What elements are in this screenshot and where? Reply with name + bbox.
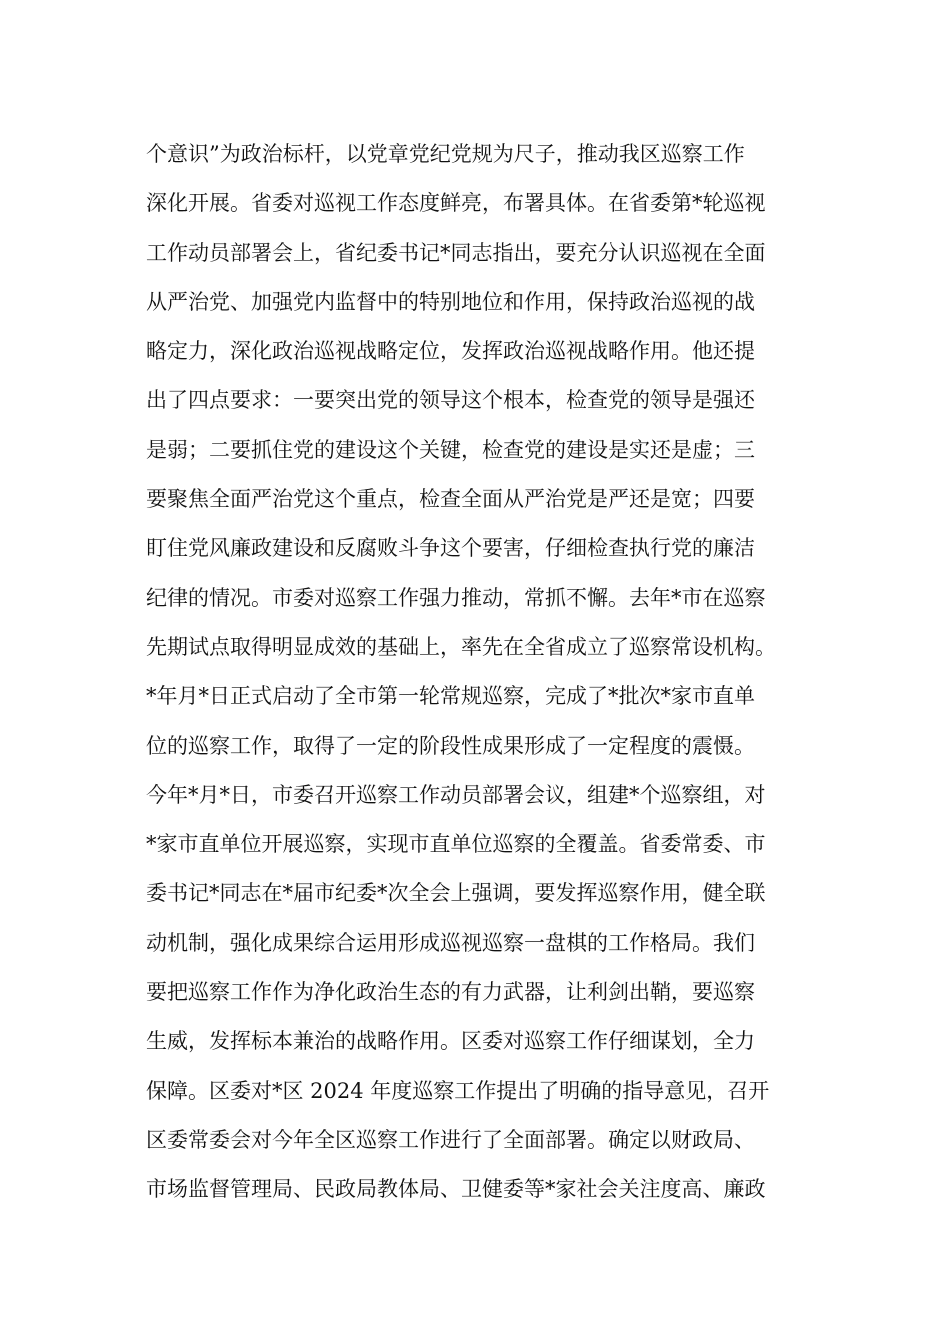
text-line-17: 动机制，强化成果综合运用形成巡视巡察一盘棋的工作格局。我们 xyxy=(146,930,755,955)
text-line-22: 市场监督管理局、民政局教体局、卫健委等*家社会关注度高、廉政 xyxy=(146,1177,766,1202)
text-line-1: 个意识”为政治标杆，以党章党纪党规为尺子，推动我区巡察工作 xyxy=(146,142,745,166)
text-line-15: *家市直单位开展巡察，实现市直单位巡察的全覆盖。省委常委、市 xyxy=(146,832,766,857)
text-line-9: 盯住党风廉政建设和反腐败斗争这个要害，仔细检查执行党的廉洁 xyxy=(146,536,755,561)
text-line-7: 是弱；二要抓住党的建设这个关键，检查党的建设是实还是虚；三 xyxy=(146,437,755,462)
text-line-10: 纪律的情况。市委对巡察工作强力推动，常抓不懈。去年*市在巡察 xyxy=(146,585,766,610)
text-line-18: 要把巡察工作作为净化政治生态的有力武器，让利剑出鞘，要巡察 xyxy=(146,980,755,1005)
text-line-21: 区委常委会对今年全区巡察工作进行了全面部署。确定以财政局、 xyxy=(146,1127,755,1152)
text-line-19: 生威，发挥标本兼治的战略作用。区委对巡察工作仔细谋划，全力 xyxy=(146,1029,755,1054)
text-line-11: 先期试点取得明显成效的基础上，率先在全省成立了巡察常设机构。 xyxy=(146,634,776,659)
text-line-5: 略定力，深化政治巡视战略定位，发挥政治巡视战略作用。他还提 xyxy=(146,339,755,364)
text-line-14: 今年*月*日，市委召开巡察工作动员部署会议，组建*个巡察组，对 xyxy=(146,782,766,807)
text-line-12: *年月*日正式启动了全市第一轮常规巡察，完成了*批次*家市直单 xyxy=(146,684,755,709)
text-line-16: 委书记*同志在*届市纪委*次全会上强调，要发挥巡察作用，健全联 xyxy=(146,881,766,906)
text-line-6: 出了四点要求：一要突出党的领导这个根本，检查党的领导是强还 xyxy=(146,388,755,413)
text-line-2: 深化开展。省委对巡视工作态度鲜亮，布署具体。在省委第*轮巡视 xyxy=(146,191,766,216)
body-paragraph xyxy=(146,130,806,1215)
text-line-8: 要聚焦全面严治党这个重点，检查全面从严治党是严还是宽；四要 xyxy=(146,487,755,512)
text-line-13: 位的巡察工作，取得了一定的阶段性成果形成了一定程度的震慑。 xyxy=(146,733,755,758)
text-line-3: 工作动员部署会上，省纪委书记*同志指出，要充分认识巡视在全面 xyxy=(146,240,766,265)
text-line-20: 保障。区委对*区 2024 年度巡察工作提出了明确的指导意见，召开 xyxy=(146,1078,770,1103)
text-line-4: 从严治党、加强党内监督中的特别地位和作用，保持政治巡视的战 xyxy=(146,289,755,314)
